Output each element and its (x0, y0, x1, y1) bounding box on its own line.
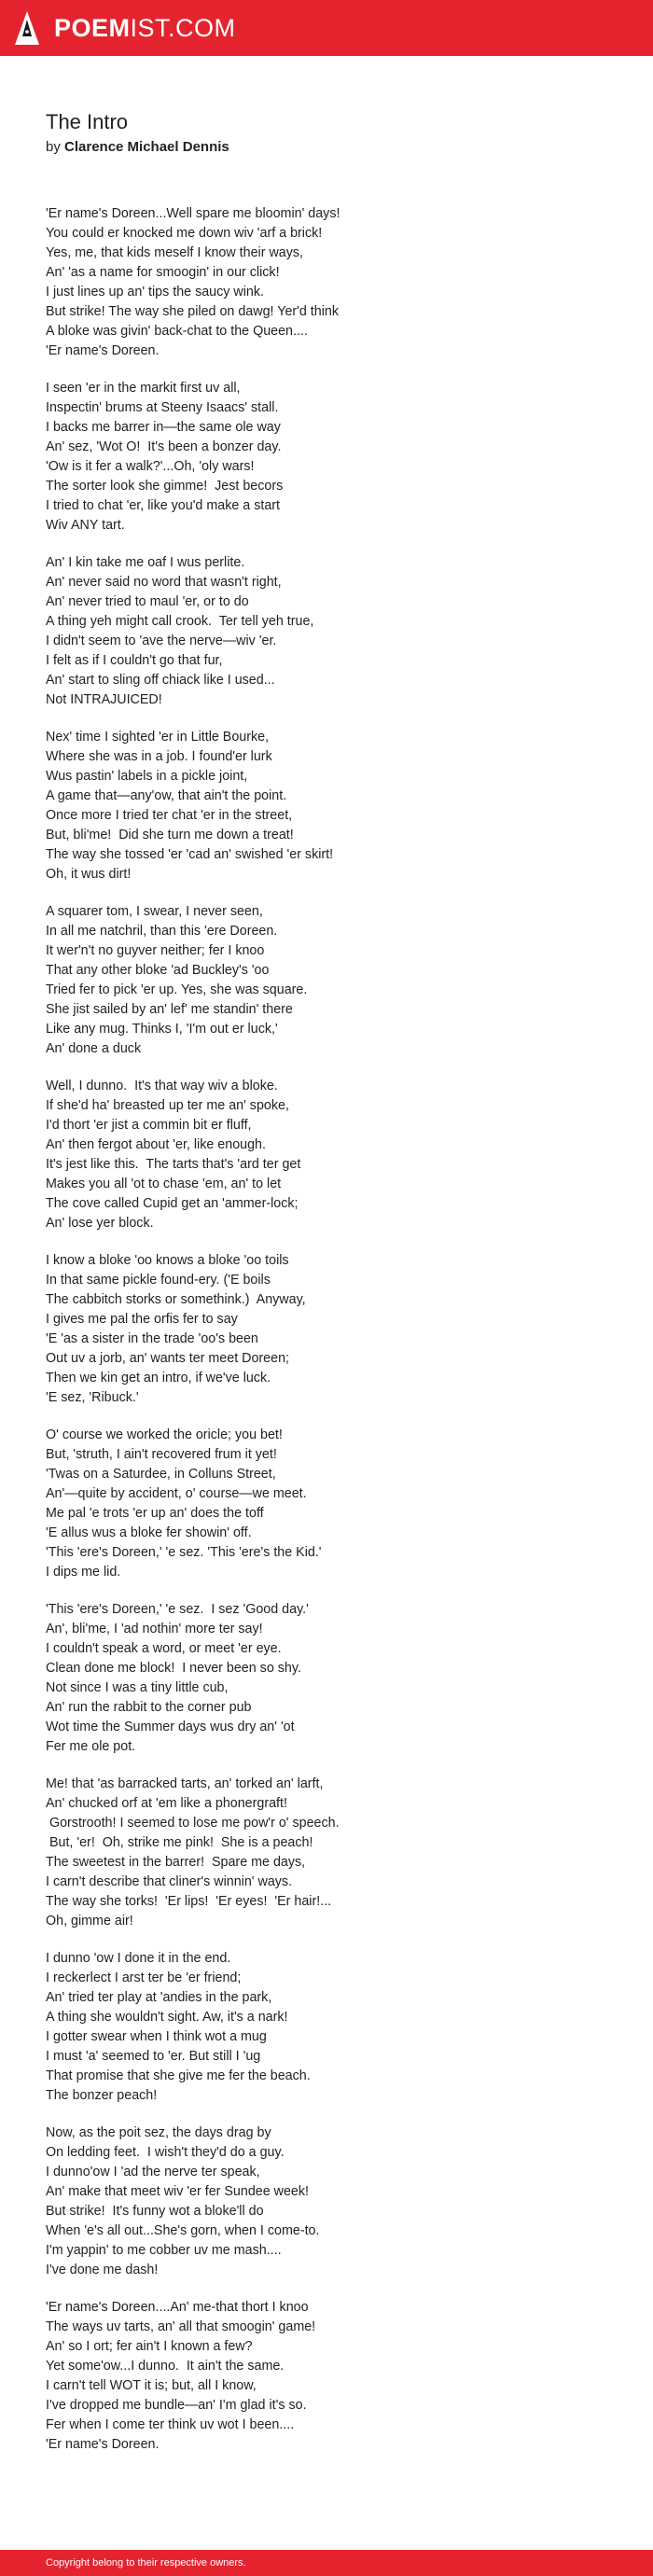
poem-line: 'Er name's Doreen...Well spare me bloomin' days! (46, 206, 340, 221)
poem-line: Now, as the poit sez, the days drag by (46, 2125, 271, 2140)
poem-line: Once more I tried ter chat 'er in the street, (46, 808, 293, 823)
poem-line: 'Er name's Doreen. (46, 343, 160, 358)
poem-line: A bloke was givin' back-chat to the Queen.... (46, 324, 308, 339)
poem-line: Not INTRAJUICED! (46, 692, 162, 707)
poem-line: Me pal 'e trots 'er up an' does the toff (46, 1506, 264, 1521)
byline (46, 137, 605, 158)
poem-line: I didn't seem to 'ave the nerve—wiv 'er. (46, 634, 277, 648)
poem-line: I tried to chat 'er, like you'd make a start (46, 498, 281, 513)
poem-line: I carn't tell WOT it is; but, all I know, (46, 2378, 257, 2393)
poem-stanza (46, 1600, 624, 1757)
poem-line: The ways uv tarts, an' all that smoogin' game! (46, 2319, 316, 2334)
author-link[interactable]: Clarence Michael Dennis (64, 139, 229, 155)
poem-line: An' chucked orf at 'em like a phonergraft! (46, 1796, 287, 1811)
poem-line: I know a bloke 'oo knows a bloke 'oo toils (46, 1253, 289, 1268)
poem-line: Oh, gimme air! (46, 1914, 133, 1929)
poem-line: 'Ow is it fer a walk?'...Oh, 'oly wars! (46, 459, 255, 474)
poem-stanza (46, 2123, 624, 2280)
poem-line: A game that—any'ow, that ain't the point. (46, 788, 287, 803)
poem-line: A thing she wouldn't sight. Aw, it's a nark! (46, 2010, 288, 2025)
quill-pen-icon (15, 11, 39, 45)
poem-line: The way she torks! 'Er lips! 'Er eyes! 'Er hair!... (46, 1894, 332, 1909)
poem-line: O' course we worked the oricle; you bet! (46, 1427, 283, 1442)
poem-line: But, 'struth, I ain't recovered frum it yet! (46, 1447, 277, 1462)
poem-line: The cabbitch storks or somethink.) Anyway, (46, 1292, 306, 1307)
poem-line: It wer'n't no guyver neither; fer I knoo (46, 943, 265, 958)
poem-line: A squarer tom, I swear, I never seen, (46, 904, 263, 919)
poem-line: An' so I ort; fer ain't I known a few? (46, 2339, 253, 2354)
poem-line: In that same pickle found-ery. ('E boils (46, 1273, 271, 1288)
poem-line: An' I kin take me oaf I wus perlite. (46, 555, 245, 570)
poem-line: That any other bloke 'ad Buckley's 'oo (46, 963, 270, 978)
site-logo-text (54, 14, 236, 43)
site-footer (0, 2550, 653, 2576)
poem-line: I gotter swear when I think wot a mug (46, 2029, 267, 2044)
poem-line: Not since I was a tiny little cub, (46, 1680, 229, 1695)
poem-line: I felt as if I couldn't go that fur, (46, 653, 223, 668)
poem-line: But strike! It's funny wot a bloke'll do (46, 2204, 264, 2219)
poem-body (46, 204, 624, 2472)
poem-line: Where she was in a job. I found'er lurk (46, 749, 272, 764)
poem-line: 'E 'as a sister in the trade 'oo's been (46, 1331, 258, 1346)
poem-line: I couldn't speak a word, or meet 'er eye. (46, 1641, 282, 1656)
poem-line: An' then fergot about 'er, like enough. (46, 1137, 266, 1152)
poem-line: But, 'er! Oh, strike me pink! She is a peach! (46, 1835, 313, 1850)
poem-line: The cove called Cupid get an 'ammer-lock; (46, 1196, 299, 1211)
poem-line: I've done me dash! (46, 2263, 159, 2277)
poem-line: Out uv a jorb, an' wants ter meet Doreen; (46, 1351, 289, 1366)
poem-line: Makes you all 'ot to chase 'em, an' to let (46, 1177, 282, 1191)
poem-line: Fer when I come ter think uv wot I been.... (46, 2417, 295, 2432)
poem-line: I dips me lid. (46, 1565, 121, 1580)
poem-line: If she'd ha' breasted up ter me an' spoke, (46, 1098, 289, 1113)
site-header (0, 0, 653, 56)
poem-line: Like any mug. Thinks I, 'I'm out er luck,' (46, 1022, 278, 1037)
poem-line: 'E sez, 'Ribuck.' (46, 1390, 139, 1405)
poem-line: I'd thort 'er jist a commin bit er fluff, (46, 1118, 252, 1133)
poem-stanza (46, 553, 624, 710)
poem-line: I've dropped me bundle—an' I'm glad it's so. (46, 2398, 307, 2413)
poem-line: An' run the rabbit to the corner pub (46, 1700, 252, 1715)
poem-stanza (46, 1426, 624, 1582)
poem-title: The Intro (46, 110, 129, 133)
logo-strong: POEM (54, 13, 131, 42)
poem-line: 'This 'ere's Doreen,' 'e sez. I sez 'Good day.' (46, 1602, 309, 1617)
poem-line: The bonzer peach! (46, 2088, 158, 2103)
poem-line: That promise that she give me fer the beach. (46, 2068, 311, 2083)
poem-line: Tried fer to pick 'er up. Yes, she was square. (46, 982, 308, 997)
poem-line: Yet some'ow...I dunno. It ain't the same. (46, 2359, 285, 2374)
poem-line: 'Er name's Doreen. (46, 2437, 160, 2452)
poem-line: Me! that 'as barracked tarts, an' torked an' larft, (46, 1776, 324, 1791)
poem-line: An' never said no word that wasn't right, (46, 575, 282, 590)
poem-line: I reckerlect I arst ter be 'er friend; (46, 1970, 242, 1985)
poem-line: An' lose yer block. (46, 1216, 154, 1231)
poem-line: Clean done me block! I never been so shy. (46, 1661, 301, 1676)
poem-stanza (46, 379, 624, 536)
poem-line: Inspectin' brums at Steeny Isaacs' stall. (46, 400, 279, 415)
poem-line: Gorstrooth! I seemed to lose me pow'r o' speech. (46, 1816, 340, 1831)
poem-line: An' start to sling off chiack like I used... (46, 673, 275, 688)
poem-line: An' 'as a name for smoogin' in our click! (46, 265, 280, 280)
poem-stanza (46, 1949, 624, 2106)
poem-line: A thing yeh might call crook. Ter tell yeh true, (46, 614, 314, 629)
poem-line: But, bli'me! Did she turn me down a treat! (46, 828, 294, 842)
poem-stanza (46, 1077, 624, 1233)
poem-line: The sorter look she gimme! Jest becors (46, 479, 284, 494)
poem-line: I dunno'ow I 'ad the nerve ter speak, (46, 2165, 260, 2179)
poem-line: The way she tossed 'er 'cad an' swished 'er skirt! (46, 847, 334, 862)
poem-line: I backs me barrer in—the same ole way (46, 420, 281, 435)
site-logo-link[interactable] (15, 11, 236, 45)
poem-stanza (46, 728, 624, 884)
poem-line: 'E allus wus a bloke fer showin' off. (46, 1525, 252, 1540)
poem-line: I just lines up an' tips the saucy wink. (46, 285, 264, 299)
poem-line: Oh, it wus dirt! (46, 867, 132, 882)
poem-stanza (46, 2298, 624, 2455)
poem-line: Well, I dunno. It's that way wiv a bloke. (46, 1079, 278, 1093)
poem-line: An' make that meet wiv 'er fer Sundee week! (46, 2184, 310, 2199)
poem-line: I gives me pal the orfis fer to say (46, 1312, 238, 1327)
poem-line: I'm yappin' to me cobber uv me mash.... (46, 2243, 282, 2258)
by-label: by (46, 139, 61, 155)
poem-line: 'This 'ere's Doreen,' 'e sez. 'This 'ere's the Kid.' (46, 1545, 322, 1560)
logo-rest: IST.COM (130, 13, 236, 42)
poem-line: Wiv ANY tart. (46, 518, 125, 533)
poem-line: An' sez, 'Wot O! It's been a bonzer day. (46, 439, 282, 454)
poem-line: An' done a duck (46, 1041, 142, 1056)
poem-line: You could er knocked me down wiv 'arf a brick! (46, 226, 323, 241)
poem-line: Nex' time I sighted 'er in Little Bourke, (46, 730, 270, 745)
poem-line: Yes, me, that kids meself I know their ways, (46, 245, 303, 260)
poem-stanza (46, 204, 624, 361)
poem-line: She jist sailed by an' lef' me standin' there (46, 1002, 293, 1017)
poem-line: But strike! The way she piled on dawg! Yer'd think (46, 304, 340, 319)
poem-line: I carn't describe that cliner's winnin' ways. (46, 1874, 293, 1889)
poem-line: The sweetest in the barrer! Spare me days, (46, 1855, 306, 1870)
poem-line: An'—quite by accident, o' course—we meet. (46, 1486, 307, 1501)
copyright-text: Copyright belong to their respective owners. (46, 2557, 246, 2569)
poem-line: When 'e's all out...She's gorn, when I come-to. (46, 2223, 320, 2238)
poem-line: An' tried ter play at 'andies in the park, (46, 1990, 272, 2005)
poem-line: In all me natchril, than this 'ere Doreen. (46, 924, 278, 939)
poem-header (46, 108, 605, 158)
poem-line: Wot time the Summer days wus dry an' 'ot (46, 1720, 295, 1734)
poem-line: On ledding feet. I wish't they'd do a guy. (46, 2145, 285, 2160)
poem-line: I must 'a' seemed to 'er. But still I 'ug (46, 2049, 261, 2064)
poem-line: An', bli'me, I 'ad nothin' more ter say! (46, 1622, 263, 1636)
poem-line: Fer me ole pot. (46, 1739, 136, 1754)
poem-line: Wus pastin' labels in a pickle joint, (46, 769, 248, 784)
poem-line: 'Er name's Doreen....An' me-that thort I knoo (46, 2300, 309, 2315)
poem-line: It's jest like this. The tarts that's 'ard ter get (46, 1157, 301, 1172)
poem-line: An' never tried to maul 'er, or to do (46, 594, 249, 609)
poem-stanza (46, 1251, 624, 1408)
poem-line: I dunno 'ow I done it in the end. (46, 1951, 231, 1966)
poem-stanza (46, 902, 624, 1059)
poem-stanza (46, 1775, 624, 1931)
poem-line: 'Twas on a Saturdee, in Colluns Street, (46, 1467, 276, 1482)
poem-line: Then we kin get an intro, if we've luck. (46, 1371, 271, 1385)
poem-line: I seen 'er in the markit first uv all, (46, 381, 241, 396)
